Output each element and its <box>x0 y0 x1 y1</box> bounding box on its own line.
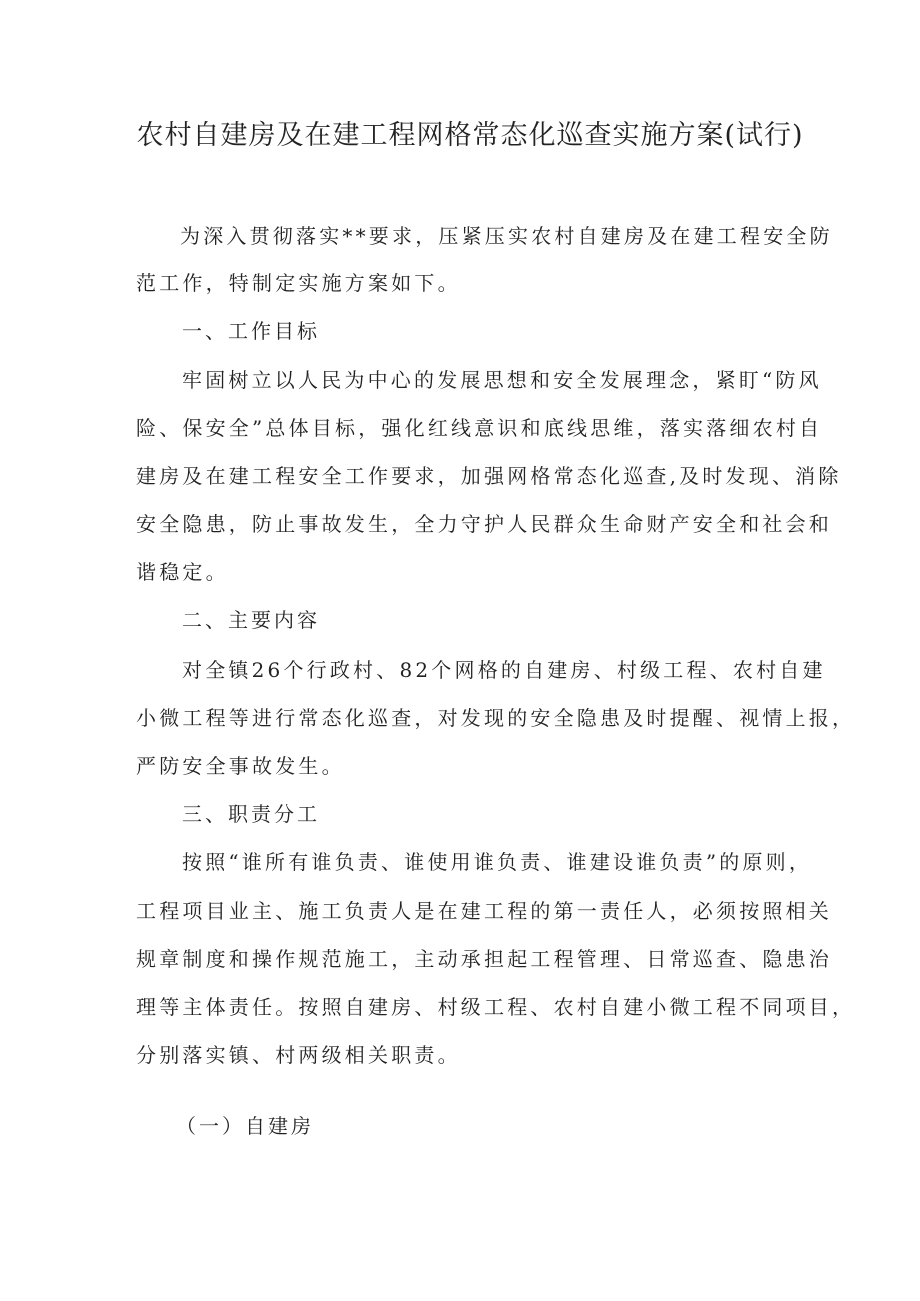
paragraph-content-line-1: 对全镇26个行政村、82个网格的自建房、村级工程、农村自建 <box>182 658 826 682</box>
paragraph-intro-line-2: 范工作，特制定实施方案如下。 <box>136 271 461 295</box>
paragraph-intro-line-1: 为深入贯彻落实**要求，压紧压实农村自建房及在建工程安全防 <box>180 224 833 248</box>
paragraph-goals-line-2: 险、保安全”总体目标，强化红线意识和底线思维，落实落细农村自 <box>136 416 823 440</box>
paragraph-duties-line-5: 分别落实镇、村两级相关职责。 <box>136 1043 461 1067</box>
paragraph-duties-line-2: 工程项目业主、施工负责人是在建工程的第一责任人，必须按照相关 <box>136 899 832 923</box>
section-heading-duties: 三、职责分工 <box>182 802 320 826</box>
paragraph-duties-line-3: 规章制度和操作规范施工，主动承担起工程管理、日常巡查、隐患治 <box>136 947 832 971</box>
paragraph-content-line-2: 小微工程等进行常态化巡查，对发现的安全隐患及时提醒、视情上报， <box>136 706 856 730</box>
paragraph-goals-line-4: 安全隐患，防止事故发生，全力守护人民群众生命财产安全和社会和 <box>136 512 832 536</box>
paragraph-duties-line-4: 理等主体责任。按照自建房、村级工程、农村自建小微工程不同项目， <box>136 995 856 1019</box>
paragraph-goals-line-1: 牢固树立以人民为中心的发展思想和安全发展理念，紧盯“防风 <box>182 368 822 392</box>
subsection-heading-self-built-houses: （一）自建房 <box>176 1114 314 1138</box>
paragraph-goals-line-5: 谐稳定。 <box>136 560 229 584</box>
paragraph-content-line-3: 严防安全事故发生。 <box>136 754 345 778</box>
paragraph-duties-line-1: 按照“谁所有谁负责、谁使用谁负责、谁建设谁负责”的原则， <box>182 850 813 874</box>
document-title: 农村自建房及在建工程网格常态化巡查实施方案(试行) <box>136 120 804 151</box>
section-heading-content: 二、主要内容 <box>182 608 320 632</box>
paragraph-goals-line-3: 建房及在建工程安全工作要求，加强网格常态化巡查,及时发现、消除 <box>136 464 842 488</box>
section-heading-goals: 一、工作目标 <box>182 319 320 343</box>
